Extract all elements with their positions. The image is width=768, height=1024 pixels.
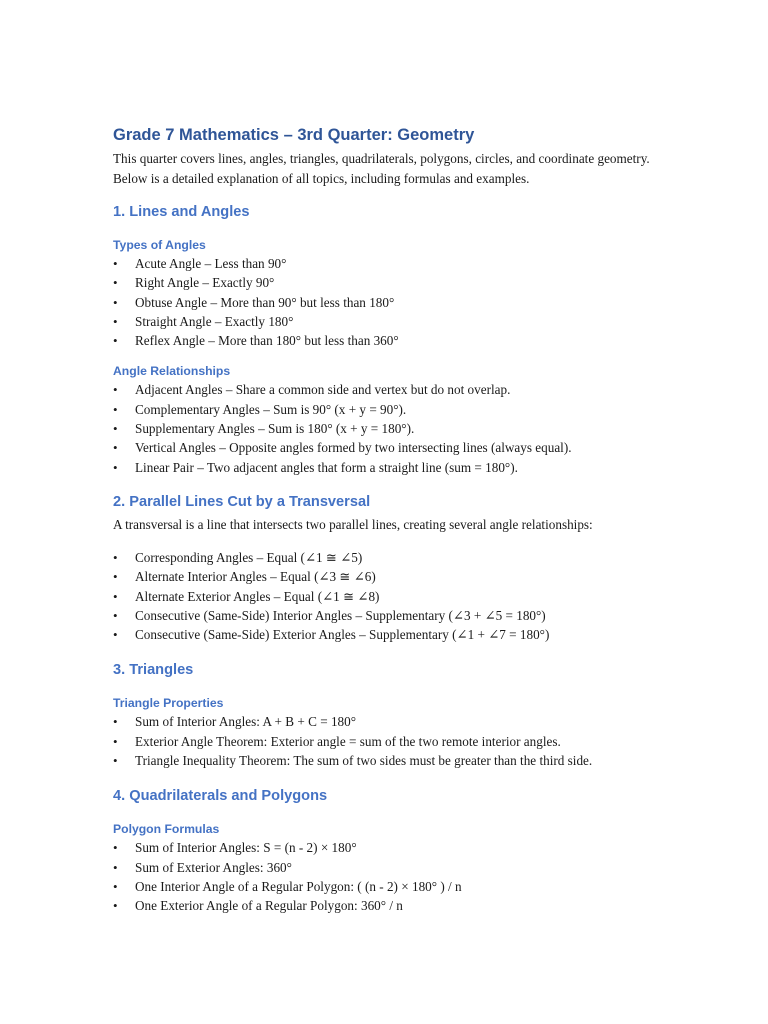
bullet-icon: • (113, 569, 118, 585)
subheading-types-of-angles: Types of Angles (113, 238, 206, 252)
bullet-icon: • (113, 588, 118, 604)
list-item: • Consecutive (Same-Side) Interior Angles – Supplementary (∠3 + ∠5 = 180°) (113, 606, 673, 625)
bullet-icon: • (113, 382, 118, 398)
transversal-paragraph: A transversal is a line that intersects two parallel lines, creating several angle relationships: (113, 516, 593, 532)
bullet-icon: • (113, 421, 118, 437)
bullet-icon: • (113, 878, 118, 894)
list-item: • Straight Angle – Exactly 180° (113, 312, 673, 331)
list-item: • Linear Pair – Two adjacent angles that form a straight line (sum = 180°). (113, 458, 673, 477)
bullet-icon: • (113, 256, 118, 271)
document-title: Grade 7 Mathematics – 3rd Quarter: Geometry (113, 126, 475, 144)
bullet-icon: • (113, 401, 118, 417)
list-item: • Acute Angle – Less than 90° (113, 254, 673, 273)
list-item: • Sum of Exterior Angles: 360° (113, 858, 673, 877)
list-item: • One Exterior Angle of a Regular Polygon: 360° / n (113, 896, 673, 915)
subheading-angle-relationships: Angle Relationships (113, 364, 231, 379)
list-item: • Alternate Interior Angles – Equal (∠3 ≅ ∠6) (113, 567, 673, 586)
intro-paragraph: This quarter covers lines, angles, triangles, quadrilaterals, polygons, circles, and coordinate geometry. Below is a detailed explanation of all topics, including formulas and examples. (113, 151, 650, 186)
list-item: • Consecutive (Same-Side) Exterior Angles – Supplementary (∠1 + ∠7 = 180°) (113, 625, 673, 644)
bullet-icon: • (113, 440, 118, 456)
bullet-icon: • (113, 714, 118, 730)
bullet-icon: • (113, 333, 118, 349)
list-item: • One Interior Angle of a Regular Polygon: ( (n - 2) × 180° ) / n (113, 877, 673, 896)
section-heading-parallel-lines: 2. Parallel Lines Cut by a Transversal (113, 493, 371, 510)
list-item: • Exterior Angle Theorem: Exterior angle = sum of the two remote interior angles. (113, 732, 673, 751)
triangle-properties-list (113, 712, 673, 770)
subheading-triangle-properties: Triangle Properties (113, 696, 224, 711)
bullet-icon: • (113, 733, 118, 749)
bullet-icon: • (113, 294, 118, 310)
list-item: • Sum of Interior Angles: A + B + C = 180° (113, 712, 673, 731)
list-item: • Alternate Exterior Angles – Equal (∠1 ≅ ∠8) (113, 587, 673, 606)
list-item: • Right Angle – Exactly 90° (113, 273, 673, 292)
polygon-formulas-list (113, 838, 673, 915)
bullet-icon: • (113, 898, 118, 914)
section-heading-triangles: 3. Triangles (113, 662, 194, 679)
list-item: • Supplementary Angles – Sum is 180° (x + y = 180°). (113, 419, 673, 438)
list-item: • Corresponding Angles – Equal (∠1 ≅ ∠5) (113, 548, 673, 567)
list-item: • Sum of Interior Angles: S = (n - 2) × 180° (113, 838, 673, 857)
document-page (113, 124, 673, 916)
bullet-icon: • (113, 313, 118, 329)
bullet-icon: • (113, 275, 118, 291)
list-item: • Obtuse Angle – More than 90° but less than 180° (113, 293, 673, 312)
bullet-icon: • (113, 627, 118, 643)
bullet-icon: • (113, 753, 118, 769)
list-item: • Reflex Angle – More than 180° but less than 360° (113, 331, 673, 350)
transversal-relationships-list (113, 548, 673, 644)
section-heading-lines-angles: 1. Lines and Angles (113, 204, 250, 220)
section-heading-quadrilaterals-polygons: 4. Quadrilaterals and Polygons (113, 788, 328, 805)
list-item: • Complementary Angles – Sum is 90° (x + y = 90°). (113, 400, 673, 419)
bullet-icon: • (113, 607, 118, 623)
bullet-icon: • (113, 549, 118, 565)
bullet-icon: • (113, 859, 118, 875)
bullet-icon: • (113, 840, 118, 856)
list-item: • Vertical Angles – Opposite angles formed by two intersecting lines (always equal). (113, 438, 673, 457)
list-item: • Triangle Inequality Theorem: The sum of two sides must be greater than the third side. (113, 751, 673, 770)
list-item: • Adjacent Angles – Share a common side and vertex but do not overlap. (113, 380, 673, 399)
angle-relationships-list (113, 380, 673, 476)
bullet-icon: • (113, 459, 118, 475)
types-of-angles-list (113, 254, 673, 350)
subheading-polygon-formulas: Polygon Formulas (113, 822, 220, 837)
